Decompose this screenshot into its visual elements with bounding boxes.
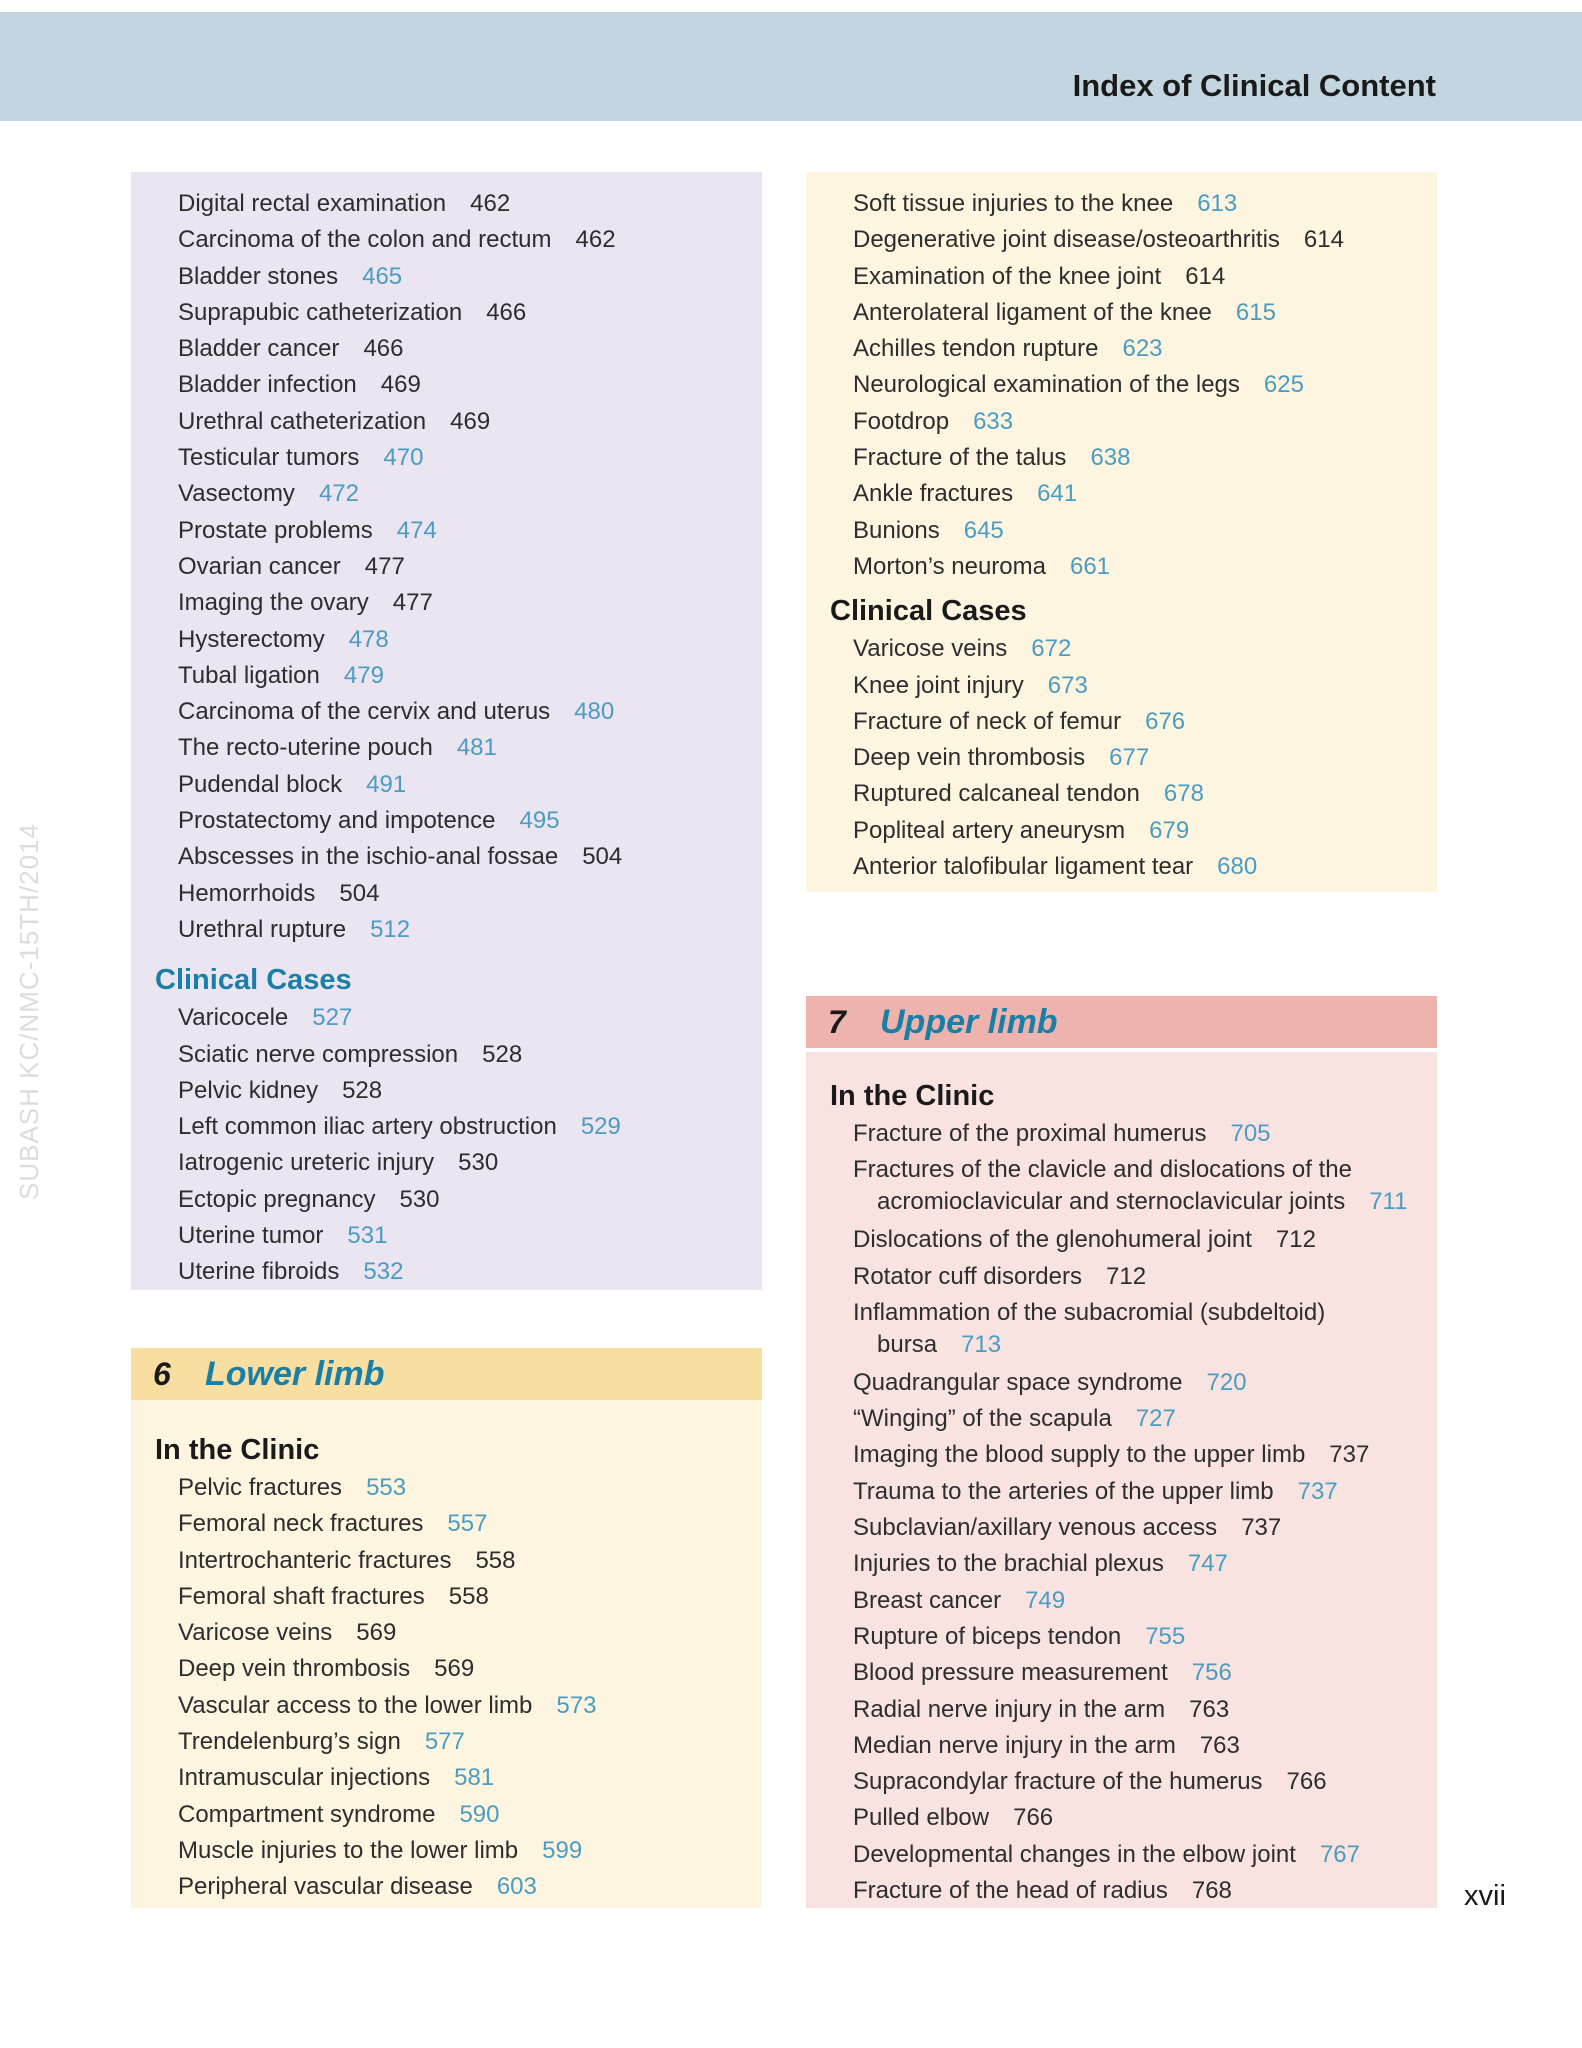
index-entry (131, 1000, 762, 1036)
page-ref-link[interactable]: 527 (312, 1004, 353, 1032)
page-ref-link[interactable]: 680 (1217, 853, 1258, 881)
index-entry (806, 1401, 1437, 1437)
page-ref: 477 (392, 589, 433, 617)
page-ref-link[interactable]: 737 (1297, 1477, 1338, 1505)
entry-text-cont (853, 1329, 1417, 1361)
page-ref-link[interactable]: 613 (1197, 190, 1238, 217)
page-ref-link[interactable]: 480 (574, 698, 615, 726)
page-ref: 712 (1275, 1226, 1316, 1254)
entry-text: Deep vein thrombosis (178, 1655, 411, 1683)
entry-text: Compartment syndrome (178, 1800, 436, 1828)
entry-text: “Winging” of the scapula (853, 1405, 1112, 1433)
index-entry (806, 668, 1437, 704)
index-entry (131, 912, 762, 948)
page-ref: 504 (339, 879, 380, 907)
entry-text: Fracture of the proximal humerus (853, 1120, 1207, 1147)
index-entry (131, 1182, 762, 1218)
entry-text: bursa (877, 1330, 938, 1358)
page-ref-link[interactable]: 615 (1235, 298, 1276, 326)
entry-text: Pudendal block (178, 770, 343, 798)
entry-text: Fracture of the talus (853, 444, 1067, 472)
entry-text: Intertrochanteric fractures (178, 1546, 452, 1574)
index-entry (806, 1510, 1437, 1546)
index-entry (806, 1474, 1437, 1510)
pelvis-panel (131, 172, 762, 1290)
page-ref-link[interactable]: 672 (1031, 635, 1072, 663)
index-entry (806, 1297, 1437, 1361)
index-entry (131, 1145, 762, 1181)
entry-text: Bladder infection (178, 371, 357, 399)
page-ref: 558 (448, 1582, 489, 1610)
page-ref-link[interactable]: 479 (343, 661, 384, 689)
entry-text: Developmental changes in the elbow joint (853, 1840, 1296, 1868)
entry-text: Varicose veins (178, 1619, 333, 1647)
index-entry (131, 694, 762, 730)
entry-text: Ruptured calcaneal tendon (853, 780, 1140, 808)
in-clinic-heading: In the Clinic (155, 1434, 320, 1466)
index-entry (131, 1760, 762, 1796)
entry-text: Footdrop (853, 407, 950, 435)
page-ref-link[interactable]: 625 (1263, 371, 1304, 399)
index-entry (131, 513, 762, 549)
lower-limb-clinic-cont-list (806, 186, 1437, 585)
page-ref-link[interactable]: 661 (1069, 552, 1111, 580)
entry-text: Iatrogenic ureteric injury (178, 1149, 435, 1177)
entry-text: Bunions (853, 516, 940, 544)
index-entry (131, 585, 762, 621)
index-entry (806, 1546, 1437, 1582)
index-entry (806, 1259, 1437, 1295)
page-ref: 530 (458, 1149, 499, 1177)
page-ref: 763 (1189, 1695, 1230, 1723)
page-ref-link[interactable]: 705 (1230, 1120, 1271, 1147)
entry-text: Rupture of biceps tendon (853, 1622, 1122, 1650)
entry-text: Injuries to the brachial plexus (853, 1550, 1164, 1578)
entry-text: Examination of the knee joint (853, 262, 1162, 290)
page-ref: 558 (475, 1546, 516, 1574)
page-ref: 462 (575, 226, 616, 254)
entry-text: Uterine tumor (178, 1222, 324, 1250)
pelvis-clinic-list (131, 186, 762, 948)
index-entry (131, 1579, 762, 1615)
lower-limb-clinic-list (131, 1470, 762, 1906)
entry-text: acromioclavicular and sternoclavicular joints (877, 1188, 1346, 1216)
index-entry (806, 1728, 1437, 1764)
entry-text: Popliteal artery aneurysm (853, 816, 1126, 844)
entry-text: Urethral catheterization (178, 407, 427, 435)
page-ref-link[interactable]: 478 (348, 625, 389, 653)
page-ref-link[interactable]: 623 (1122, 335, 1163, 363)
page-ref-link[interactable]: 495 (519, 807, 560, 835)
lower-limb-panel-cont (806, 172, 1437, 892)
page-ref-link[interactable]: 679 (1149, 816, 1190, 844)
index-entry (131, 1797, 762, 1833)
page-ref: 712 (1106, 1262, 1147, 1290)
entry-text: Ankle fractures (853, 480, 1014, 508)
entry-text: Femoral shaft fractures (178, 1582, 425, 1610)
page-title: Index of Clinical Content (1072, 68, 1436, 103)
entry-text: Degenerative joint disease/osteoarthritis (853, 226, 1280, 254)
index-entry (131, 186, 762, 222)
entry-text: Trendelenburg’s sign (178, 1728, 401, 1756)
page-ref-link[interactable]: 603 (496, 1873, 537, 1901)
entry-text: Subclavian/axillary venous access (853, 1514, 1218, 1542)
entry-text: Carcinoma of the colon and rectum (178, 226, 552, 254)
page-ref: 763 (1199, 1731, 1240, 1759)
entry-text: Imaging the ovary (178, 589, 369, 617)
entry-text: Radial nerve injury in the arm (853, 1695, 1166, 1723)
entry-text: Knee joint injury (853, 671, 1024, 699)
page-ref-link[interactable]: 645 (963, 516, 1004, 544)
section-number: 7 (828, 1003, 846, 1040)
entry-text: Bladder cancer (178, 335, 340, 363)
entry-text: Neurological examination of the legs (853, 371, 1240, 399)
entry-text: Tubal ligation (178, 661, 320, 689)
index-entry (806, 1222, 1437, 1258)
index-entry (806, 331, 1437, 367)
index-entry (806, 849, 1437, 885)
index-entry (131, 1037, 762, 1073)
entry-text: Deep vein thrombosis (853, 744, 1086, 772)
index-entry (806, 1764, 1437, 1800)
page-ref-link[interactable]: 677 (1109, 744, 1150, 772)
index-entry (806, 1873, 1437, 1909)
index-entry (131, 1543, 762, 1579)
entry-text: Bladder stones (178, 262, 339, 290)
upper-limb-clinic-list-b (806, 1222, 1437, 1295)
entry-text: Uterine fibroids (178, 1258, 340, 1286)
page-ref-link[interactable]: 491 (366, 770, 407, 798)
page-ref: 528 (482, 1040, 523, 1068)
page-ref-link[interactable]: 553 (366, 1474, 407, 1501)
index-entry (131, 1109, 762, 1145)
entry-text: Urethral rupture (178, 915, 347, 943)
entry-text: Left common iliac artery obstruction (178, 1113, 557, 1141)
entry-text: Pelvic fractures (178, 1474, 343, 1501)
index-entry (131, 1724, 762, 1760)
index-entry (131, 1470, 762, 1506)
index-entry (806, 776, 1437, 812)
index-entry (131, 295, 762, 331)
index-entry (131, 259, 762, 295)
pelvis-cases-list (131, 1000, 762, 1290)
page-ref: 530 (399, 1185, 440, 1213)
index-entry (806, 1437, 1437, 1473)
entry-text: Dislocations of the glenohumeral joint (853, 1226, 1252, 1254)
index-entry (806, 440, 1437, 476)
index-entry (806, 704, 1437, 740)
entry-text: Digital rectal examination (178, 190, 447, 217)
page-ref-link[interactable]: 711 (1369, 1188, 1408, 1216)
page-ref-link[interactable]: 720 (1206, 1368, 1247, 1396)
page-ref-link[interactable]: 756 (1191, 1659, 1232, 1687)
upper-limb-clinic-list-c (806, 1365, 1437, 1909)
entry-text: Blood pressure measurement (853, 1659, 1168, 1687)
entry-text: Testicular tumors (178, 444, 360, 472)
index-entry (806, 1365, 1437, 1401)
entry-text: Abscesses in the ischio-anal fossae (178, 843, 559, 871)
index-entry (131, 549, 762, 585)
index-entry (806, 259, 1437, 295)
page-ref: 569 (434, 1655, 475, 1683)
index-entry (806, 1154, 1437, 1218)
page-ref: 768 (1191, 1877, 1232, 1905)
entry-text: Soft tissue injuries to the knee (853, 190, 1174, 217)
entry-text: Achilles tendon rupture (853, 335, 1099, 363)
index-entry (131, 1869, 762, 1905)
entry-text: Ectopic pregnancy (178, 1185, 376, 1213)
entry-text: Vasectomy (178, 480, 295, 508)
index-entry (131, 404, 762, 440)
entry-text: Supracondylar fracture of the humerus (853, 1768, 1263, 1796)
entry-text: Median nerve injury in the arm (853, 1731, 1176, 1759)
entry-text: Trauma to the arteries of the upper limb (853, 1477, 1274, 1505)
entry-text: Muscle injuries to the lower limb (178, 1836, 519, 1864)
index-entry (806, 222, 1437, 258)
upper-limb-panel (806, 1052, 1437, 1908)
entry-text: Varicocele (178, 1004, 289, 1032)
entry-text: Imaging the blood supply to the upper limb (853, 1441, 1306, 1469)
page-ref: 614 (1303, 226, 1344, 254)
index-entry (806, 1619, 1437, 1655)
page-ref-link[interactable]: 532 (363, 1258, 404, 1286)
section-number: 6 (153, 1355, 171, 1392)
page-ref-link[interactable]: 470 (383, 444, 424, 472)
index-entry (131, 1615, 762, 1651)
page-ref-link[interactable]: 573 (556, 1691, 597, 1719)
page-ref: 469 (380, 371, 421, 399)
page-ref-link[interactable]: 465 (362, 262, 403, 290)
entry-text: Femoral neck fractures (178, 1510, 424, 1538)
index-entry (806, 1800, 1437, 1836)
entry-text: Morton’s neuroma (853, 552, 1046, 580)
lower-limb-panel (131, 1400, 762, 1908)
entry-text: Pelvic kidney (178, 1076, 319, 1104)
page-ref: 569 (356, 1619, 397, 1647)
section-title: Lower limb (205, 1354, 385, 1393)
entry-text: Hemorrhoids (178, 879, 316, 907)
page-ref-link[interactable]: 638 (1090, 444, 1131, 472)
page-ref: 737 (1241, 1514, 1282, 1542)
pelvis-cases-heading: Clinical Cases (155, 964, 352, 997)
index-entry (131, 876, 762, 912)
index-entry (806, 813, 1437, 849)
entry-text: Suprapubic catheterization (178, 298, 463, 326)
index-entry (806, 295, 1437, 331)
entry-text: Quadrangular space syndrome (853, 1368, 1183, 1396)
entry-text: Hysterectomy (178, 625, 325, 653)
index-entry (806, 1837, 1437, 1873)
page-ref-link[interactable]: 590 (459, 1800, 500, 1828)
page-ref-link[interactable]: 641 (1037, 480, 1078, 508)
entry-text: Varicose veins (853, 635, 1008, 663)
index-entry (131, 803, 762, 839)
lower-limb-cases-list (806, 631, 1437, 885)
page-ref: 469 (450, 407, 491, 435)
index-entry (131, 476, 762, 512)
page-ref-link[interactable]: 474 (396, 516, 437, 544)
page-ref: 466 (363, 335, 404, 363)
index-entry (806, 186, 1437, 222)
index-entry (131, 1688, 762, 1724)
entry-text: Anterolateral ligament of the knee (853, 298, 1212, 326)
entry-text: Vascular access to the lower limb (178, 1691, 533, 1719)
index-entry (131, 222, 762, 258)
page-ref-link[interactable]: 749 (1025, 1586, 1066, 1614)
lower-limb-cases-heading: Clinical Cases (830, 595, 1027, 628)
entry-text: Fracture of neck of femur (853, 707, 1122, 735)
entry-text: The recto-uterine pouch (178, 734, 433, 762)
index-entry (806, 513, 1437, 549)
entry-text: Prostatectomy and impotence (178, 807, 496, 835)
index-entry (131, 839, 762, 875)
index-entry (131, 1073, 762, 1109)
index-entry (131, 730, 762, 766)
page-ref-link[interactable]: 676 (1145, 707, 1186, 735)
page-ref: 504 (582, 843, 623, 871)
entry-text: Sciatic nerve compression (178, 1040, 459, 1068)
index-entry (806, 1692, 1437, 1728)
index-entry (806, 1116, 1437, 1152)
entry-text: Carcinoma of the cervix and uterus (178, 698, 551, 726)
page-ref: 466 (486, 298, 527, 326)
header-band (0, 12, 1582, 121)
entry-text: Ovarian cancer (178, 552, 341, 580)
index-entry (131, 1651, 762, 1687)
page-number: xvii (1464, 1880, 1506, 1912)
entry-text: Pulled elbow (853, 1804, 990, 1832)
index-entry (131, 1254, 762, 1290)
index-entry (131, 1506, 762, 1542)
entry-text: Intramuscular injections (178, 1764, 431, 1792)
index-entry (806, 1583, 1437, 1619)
index-entry (131, 658, 762, 694)
index-entry (131, 622, 762, 658)
entry-text: Fracture of the head of radius (853, 1877, 1168, 1905)
section-bar-lower-limb (131, 1348, 762, 1400)
page-ref-link[interactable]: 727 (1135, 1405, 1176, 1433)
index-entry (131, 440, 762, 476)
page-ref-link[interactable]: 531 (347, 1222, 388, 1250)
page-ref: 766 (1013, 1804, 1054, 1832)
page-ref-link[interactable]: 673 (1047, 671, 1088, 699)
in-clinic-heading: In the Clinic (830, 1080, 995, 1112)
section-bar-upper-limb (806, 996, 1437, 1048)
page-ref-link[interactable]: 633 (973, 407, 1014, 435)
page-ref: 462 (470, 190, 511, 217)
entry-text: Rotator cuff disorders (853, 1262, 1082, 1290)
index-entry (806, 1655, 1437, 1691)
entry-text: Prostate problems (178, 516, 373, 544)
page-ref-link[interactable]: 581 (454, 1764, 495, 1792)
index-entry (806, 740, 1437, 776)
page-ref-link[interactable]: 755 (1145, 1622, 1186, 1650)
index-entry (806, 476, 1437, 512)
page-ref-link[interactable]: 577 (424, 1728, 465, 1756)
entry-text-cont (853, 1186, 1417, 1218)
page-ref: 614 (1185, 262, 1226, 290)
page-ref-link[interactable]: 481 (456, 734, 497, 762)
index-entry (131, 1833, 762, 1869)
entry-text: Fractures of the clavicle and dislocations of the (853, 1156, 1352, 1184)
index-entry (806, 404, 1437, 440)
page-ref-link[interactable]: 767 (1319, 1840, 1360, 1868)
page-ref-link[interactable]: 678 (1163, 780, 1204, 808)
entry-text: Breast cancer (853, 1586, 1002, 1614)
page-ref-link[interactable]: 557 (447, 1510, 488, 1538)
index-entry (806, 549, 1437, 585)
entry-text: Anterior talofibular ligament tear (853, 853, 1194, 881)
page-ref-link[interactable]: 713 (961, 1330, 1002, 1358)
index-entry (131, 367, 762, 403)
index-entry (806, 631, 1437, 667)
page-ref: 528 (342, 1076, 383, 1104)
page-ref: 737 (1329, 1441, 1370, 1469)
page-ref-link[interactable]: 472 (318, 480, 359, 508)
upper-limb-clinic-list-a (806, 1116, 1437, 1152)
page-ref-link[interactable]: 512 (370, 915, 411, 943)
index-entry (806, 367, 1437, 403)
index-entry (131, 331, 762, 367)
entry-text: Inflammation of the subacromial (subdeltoid) (853, 1298, 1326, 1326)
page-ref: 477 (364, 552, 405, 580)
index-entry (131, 767, 762, 803)
page-ref-link[interactable]: 599 (542, 1836, 583, 1864)
index-entry (131, 1218, 762, 1254)
page-ref: 766 (1286, 1768, 1327, 1796)
page-ref-link[interactable]: 529 (580, 1113, 621, 1141)
entry-text: Peripheral vascular disease (178, 1873, 473, 1901)
section-title: Upper limb (880, 1002, 1058, 1041)
page-ref-link[interactable]: 747 (1187, 1550, 1228, 1578)
watermark: SUBASH KC/NMC-15TH/2014 (14, 823, 44, 1200)
